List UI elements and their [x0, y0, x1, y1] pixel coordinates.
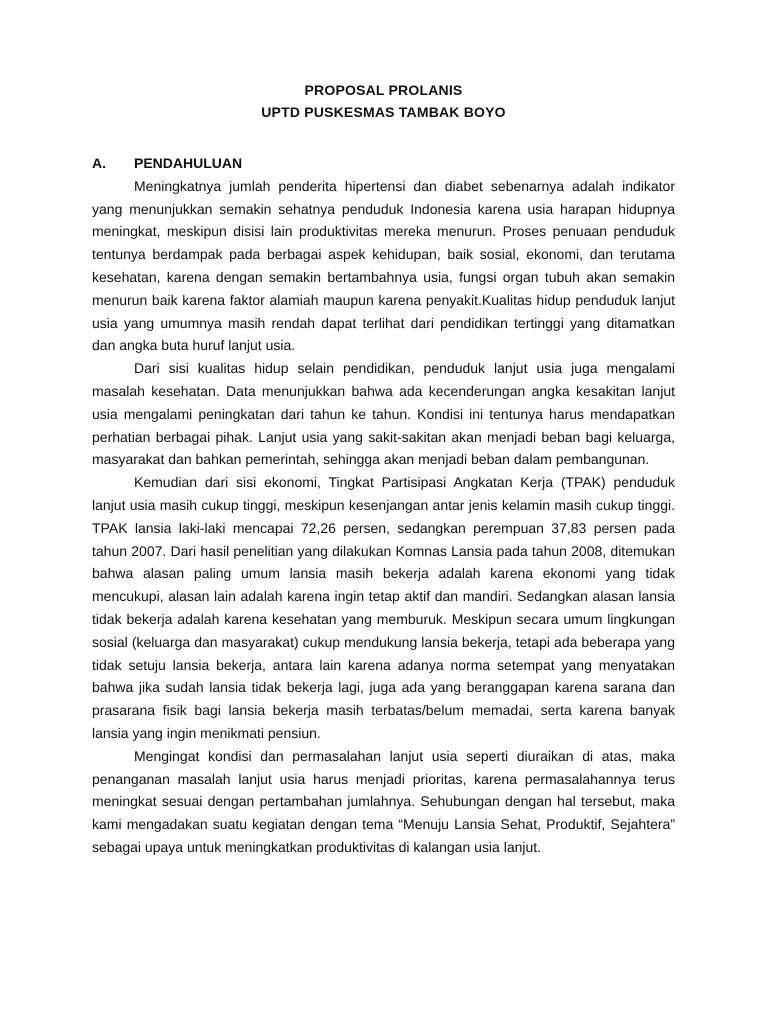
document-title: PROPOSAL PROLANIS [304, 82, 463, 98]
section-heading [92, 152, 675, 175]
section-number: A. [92, 155, 106, 171]
section-title: PENDAHULUAN [134, 155, 243, 171]
paragraph-2: Dari sisi kualitas hidup selain pendidikan, penduduk lanjut usia juga mengalami masalah kesehatan. Data menunjukkan bahwa ada kecenderungan angka kesakitan lanjut usia mengalami peningkatan dari tahun ke tahun. Kondisi ini tentunya harus mendapatkan perhatian berbagai pihak. Lanjut usia yang sakit-sakitan akan menjadi beban bagi keluarga, masyarakat dan bahkan pemerintah, sehingga akan menjadi beban dalam pembangunan. [92, 360, 675, 468]
paragraph-4: Mengingat kondisi dan permasalahan lanjut usia seperti diuraikan di atas, maka penanganan masalah lanjut usia harus menjadi prioritas, karena permasalahannya terus meningkat sesuai dengan pertambahan jumlahnya. Sehubungan dengan hal tersebut, maka kami mengadakan suatu kegiatan dengan tema “Menuju Lansia Sehat, Produktif, Sejahtera” sebagai upaya untuk meningkatkan produktivitas di kalangan usia lanjut. [92, 747, 675, 855]
paragraph-1: Meningkatnya jumlah penderita hipertensi dan diabet sebenarnya adalah indikator yang menunjukkan semakin sehatnya penduduk Indonesia karena usia harapan hidupnya meningkat, meskipun disisi lain produktivitas mereka menurun. Proses penuaan penduduk tentunya berdampak pada berbagai aspek kehidupan, baik sosial, ekonomi, dan terutama kesehatan, karena dengan semakin bertambahnya usia, fungsi organ tubuh akan semakin menurun baik karena faktor alamiah maupun karena penyakit.Kualitas hidup penduduk lanjut usia yang umumnya masih rendah dapat terlihat dari pendidikan tertinggi yang ditamatkan dan angka buta huruf lanjut usia. [92, 177, 675, 354]
document-subtitle: UPTD PUSKESMAS TAMBAK BOYO [261, 104, 506, 120]
paragraph-3: Kemudian dari sisi ekonomi, Tingkat Partisipasi Angkatan Kerja (TPAK) penduduk lanjut usia masih cukup tinggi, meskipun kesenjangan antar jenis kelamin masih cukup tinggi. TPAK lansia laki-laki mencapai 72,26 persen, sedangkan perempuan 37,83 persen pada tahun 2007. Dari hasil penelitian yang dilakukan Komnas Lansia pada tahun 2008, ditemukan bahwa alasan paling umum lansia masih bekerja adalah karena ekonomi yang tidak mencukupi, alasan lain adalah karena ingin tetap aktif dan mandiri. Sedangkan alasan lansia tidak bekerja adalah karena kesehatan yang memburuk. Meskipun secara umum lingkungan sosial (keluarga dan masyarakat) cukup mendukung lansia bekerja, tetapi ada beberapa yang tidak setuju lansia bekerja, antara lain karena adanya norma setempat yang menyatakan bahwa jika sudah lansia tidak bekerja lagi, juga ada yang beranggapan karena sarana dan prasarana fisik bagi lansia bekerja masih terbatas/belum memadai, serta karena banyak lansia yang ingin menikmati pensiun. [92, 474, 675, 741]
document-page [92, 79, 675, 859]
